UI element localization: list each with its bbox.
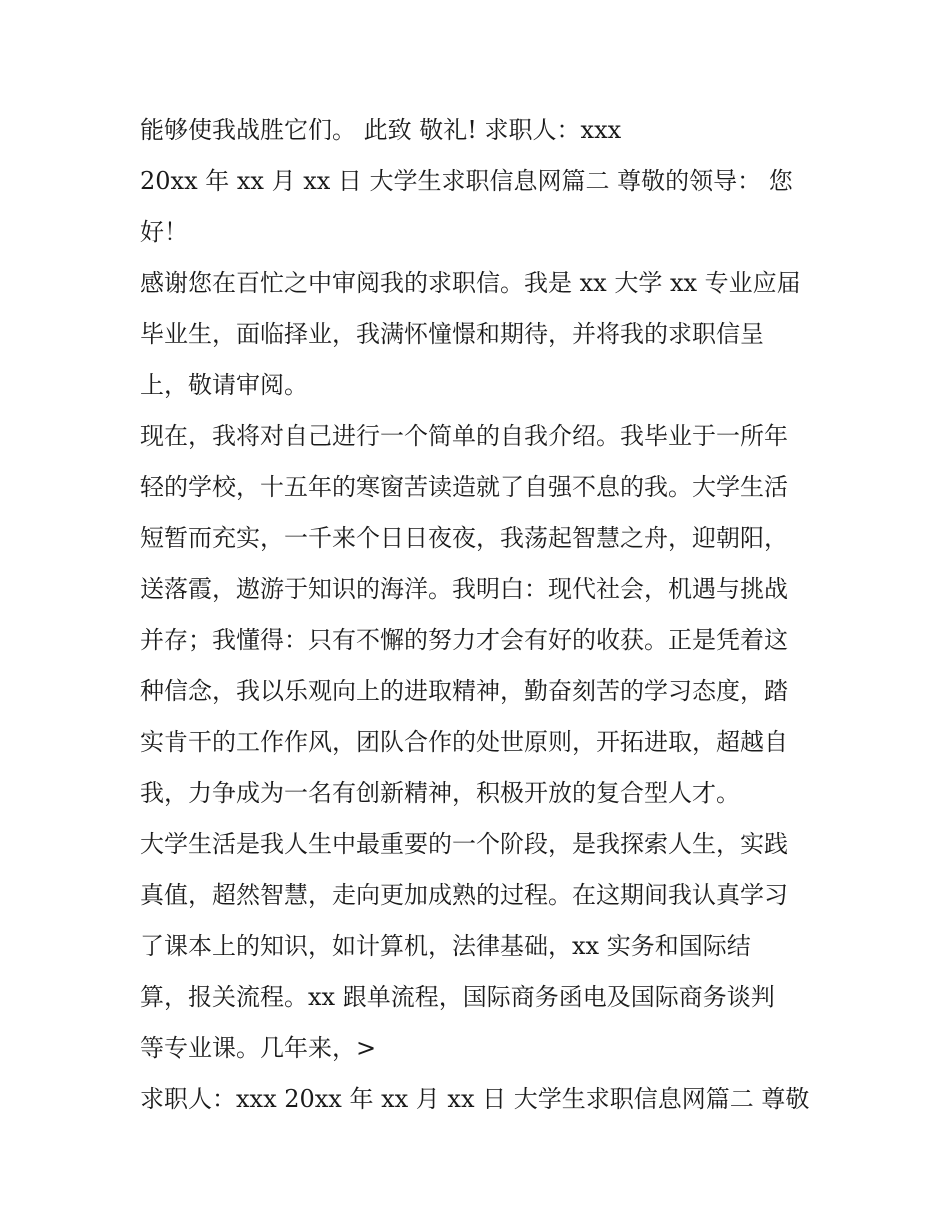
text-line: 大学生活是我人生中最重要的一个阶段，是我探索人生，实践 bbox=[140, 830, 788, 858]
text-line: 我，力争成为一名有创新精神，积极开放的复合型人才。 bbox=[140, 779, 740, 807]
text-line: 轻的学校，十五年的寒窗苦读造就了自强不息的我。大学生活 bbox=[140, 473, 788, 501]
text-line: 真值，超然智慧，走向更加成熟的过程。在这期间我认真学习 bbox=[140, 881, 788, 909]
text-line: 20xx 年 xx 月 xx 日 大学生求职信息网篇二 尊敬的领导： 您 bbox=[140, 167, 793, 195]
text-line: 毕业生，面临择业，我满怀憧憬和期待，并将我的求职信呈 bbox=[140, 320, 764, 348]
text-line: 等专业课。几年来，> bbox=[140, 1034, 377, 1062]
text-line: 感谢您在百忙之中审阅我的求职信。我是 xx 大学 xx 专业应届 bbox=[140, 269, 801, 297]
text-line: 了课本上的知识，如计算机，法律基础，xx 实务和国际结 bbox=[140, 932, 751, 960]
text-line: 种信念，我以乐观向上的进取精神，勤奋刻苦的学习态度，踏 bbox=[140, 677, 788, 705]
text-line: 算，报关流程。xx 跟单流程，国际商务函电及国际商务谈判 bbox=[140, 983, 775, 1011]
text-line: 送落霞，遨游于知识的海洋。我明白：现代社会，机遇与挑战 bbox=[140, 575, 788, 603]
text-line: 好！ bbox=[140, 218, 188, 246]
text-line: 现在，我将对自己进行一个简单的自我介绍。我毕业于一所年 bbox=[140, 422, 788, 450]
text-line: 并存；我懂得：只有不懈的努力才会有好的收获。正是凭着这 bbox=[140, 626, 788, 654]
text-line: 短暂而充实，一千来个日日夜夜，我荡起智慧之舟，迎朝阳， bbox=[140, 524, 788, 552]
text-line: 实肯干的工作作风，团队合作的处世原则，开拓进取，超越自 bbox=[140, 728, 788, 756]
text-line: 上，敬请审阅。 bbox=[140, 371, 308, 399]
text-line: 能够使我战胜它们。 此致 敬礼! 求职人：xxx bbox=[140, 116, 622, 144]
letter-body bbox=[140, 105, 830, 1125]
text-line: 求职人：xxx 20xx 年 xx 月 xx 日 大学生求职信息网篇二 尊敬 bbox=[140, 1085, 810, 1113]
